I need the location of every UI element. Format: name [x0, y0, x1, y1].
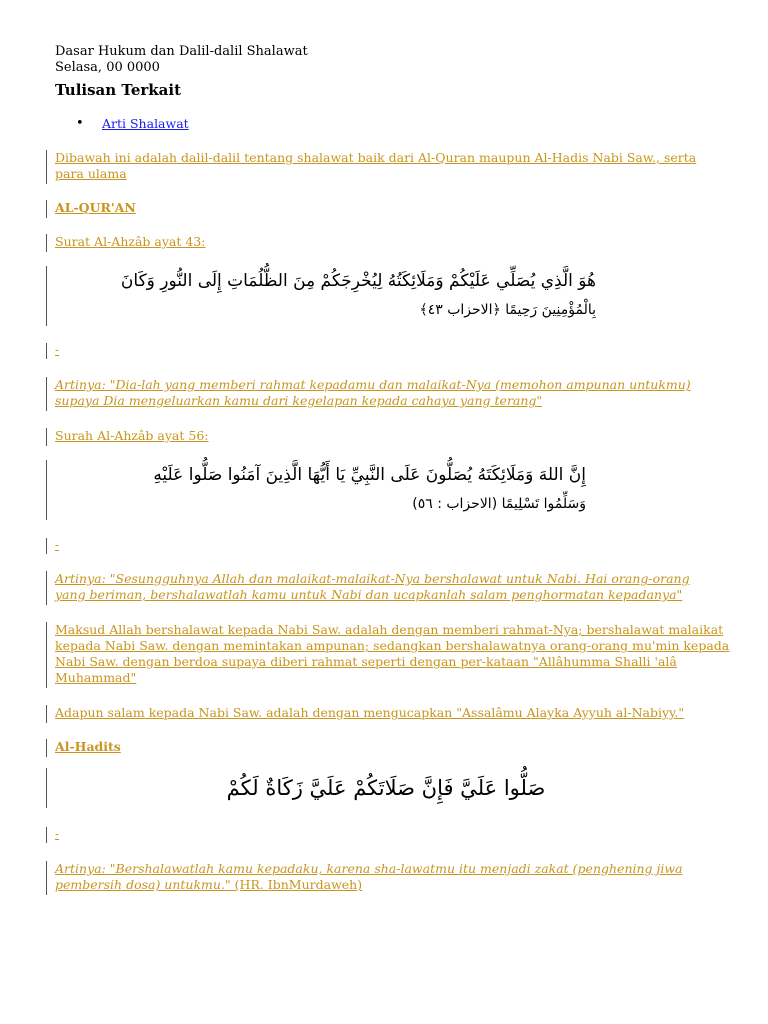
maksud-text[interactable]: Maksud Allah bershalawat kepada Nabi Saw. adalah dengan memberi rahmat-Nya; bershalawat malaikat kepada Nabi Saw. dengan memintakan ampunan; sedangkan bershalawatnya orang-orang mu'min kepada Nabi Saw. dengan berdoa supaya diberi rahmat seperti dengan per-kataan "Allâhumma Shalli 'alâ Muhammad": [55, 622, 730, 685]
surah2-meaning[interactable]: Artinya: "Sesungguhnya Allah dan malaikat-malaikat-Nya bershalawat untuk Nabi. Hai orang-orang yang beriman, bershalawatlah kamu untuk Nabi dan ucapkanlah salam penghormatan kepadanya": [55, 571, 690, 602]
block-marker: [46, 705, 47, 723]
section-hadits-heading[interactable]: Al-Hadits: [55, 739, 121, 754]
hadits-source: (HR. IbnMurdaweh): [230, 877, 363, 892]
surah1-arabic-block: [46, 266, 726, 326]
document-header: [55, 44, 308, 100]
hadits-meaning[interactable]: Artinya: "Bershalawatlah kamu kepadaku, karena sha-lawatmu itu menjadi zakat (penghening jiwa pembersih dosa) untukmu." (HR. IbnMurdaweh): [55, 861, 683, 892]
block-marker: [46, 150, 47, 184]
related-heading: Tulisan Terkait: [55, 81, 182, 99]
block-marker: [46, 861, 47, 895]
surah2-label-block: [46, 428, 726, 446]
block-marker: [46, 739, 47, 757]
block-marker: [46, 266, 47, 326]
hadits-arabic-block: [46, 768, 726, 808]
surah1-label-block: [46, 234, 726, 252]
spacer-block: [46, 827, 726, 843]
intro-block: [46, 150, 726, 184]
bullet-icon: •: [76, 116, 84, 131]
surah1-meaning-block: [46, 377, 726, 411]
block-marker: [46, 200, 47, 218]
surah1-meaning[interactable]: Artinya: "Dia-lah yang memberi rahmat kepadamu dan malaikat-Nya (memohon ampunan untukmu) supaya Dia mengeluarkan kamu dari kegelapan kepada cahaya yang terang": [55, 377, 691, 408]
section-quran-heading[interactable]: AL-QUR'AN: [55, 200, 136, 215]
document-date: Selasa, 00 0000: [55, 60, 160, 75]
dash-link[interactable]: -: [55, 538, 60, 552]
intro-text[interactable]: Dibawah ini adalah dalil-dalil tentang shalawat baik dari Al-Quran maupun Al-Hadis Nabi Saw., serta para ulama: [55, 150, 697, 181]
maksud-block: [46, 622, 730, 688]
block-marker: [46, 377, 47, 411]
block-marker: [46, 428, 47, 446]
spacer-block: [46, 538, 726, 554]
spacer-block: [46, 343, 726, 359]
salam-block: [46, 705, 726, 723]
surah2-arabic-verse: إِنَّ اللهَ وَمَلَائِكَتَهُ يُصَلُّونَ عَلَى النَّبِيِّ يَا أَيُّهَا الَّذِينَ آمَنُوا صَلُّوا عَلَيْهِ وَسَلِّمُوا تَسْلِيمًا (الاحزاب : ٥٦): [153, 465, 586, 512]
hadits-arabic-text: صَلُّوا عَلَيَّ فَإِنَّ صَلَاتَكُمْ عَلَيَّ زَكَاةٌ لَكُمْ: [226, 776, 546, 800]
block-marker: [46, 571, 47, 605]
surah2-arabic-block: [46, 460, 726, 520]
block-marker: [46, 460, 47, 520]
document-title: Dasar Hukum dan Dalil-dalil Shalawat: [55, 44, 308, 59]
section-hadits-block: [46, 739, 726, 757]
section-quran-block: [46, 200, 726, 218]
block-marker: [46, 234, 47, 252]
hadits-meaning-block: [46, 861, 726, 895]
dash-link[interactable]: -: [55, 343, 60, 357]
block-marker: [46, 827, 47, 843]
related-link-arti-shalawat[interactable]: Arti Shalawat: [102, 116, 189, 131]
surah2-meaning-block: [46, 571, 726, 605]
block-marker: [46, 622, 47, 688]
surah1-arabic-verse: هُوَ الَّذِي يُصَلِّي عَلَيْكُمْ وَمَلَائِكَتُهُ لِيُخْرِجَكُمْ مِنَ الظُّلُمَاتِ إِلَى النُّورِ وَكَانَ بِالْمُؤْمِنِينَ رَحِيمًا ﴿الاحزاب ٤٣﴾: [120, 271, 596, 318]
dash-link[interactable]: -: [55, 827, 60, 841]
block-marker: [46, 343, 47, 359]
block-marker: [46, 538, 47, 554]
surah2-label[interactable]: Surah Al-Ahzâb ayat 56:: [55, 428, 209, 443]
surah1-label[interactable]: Surat Al-Ahzâb ayat 43:: [55, 234, 206, 249]
salam-text[interactable]: Adapun salam kepada Nabi Saw. adalah dengan mengucapkan "Assalâmu Alayka Ayyuh al-Nabiyy.": [55, 705, 685, 720]
